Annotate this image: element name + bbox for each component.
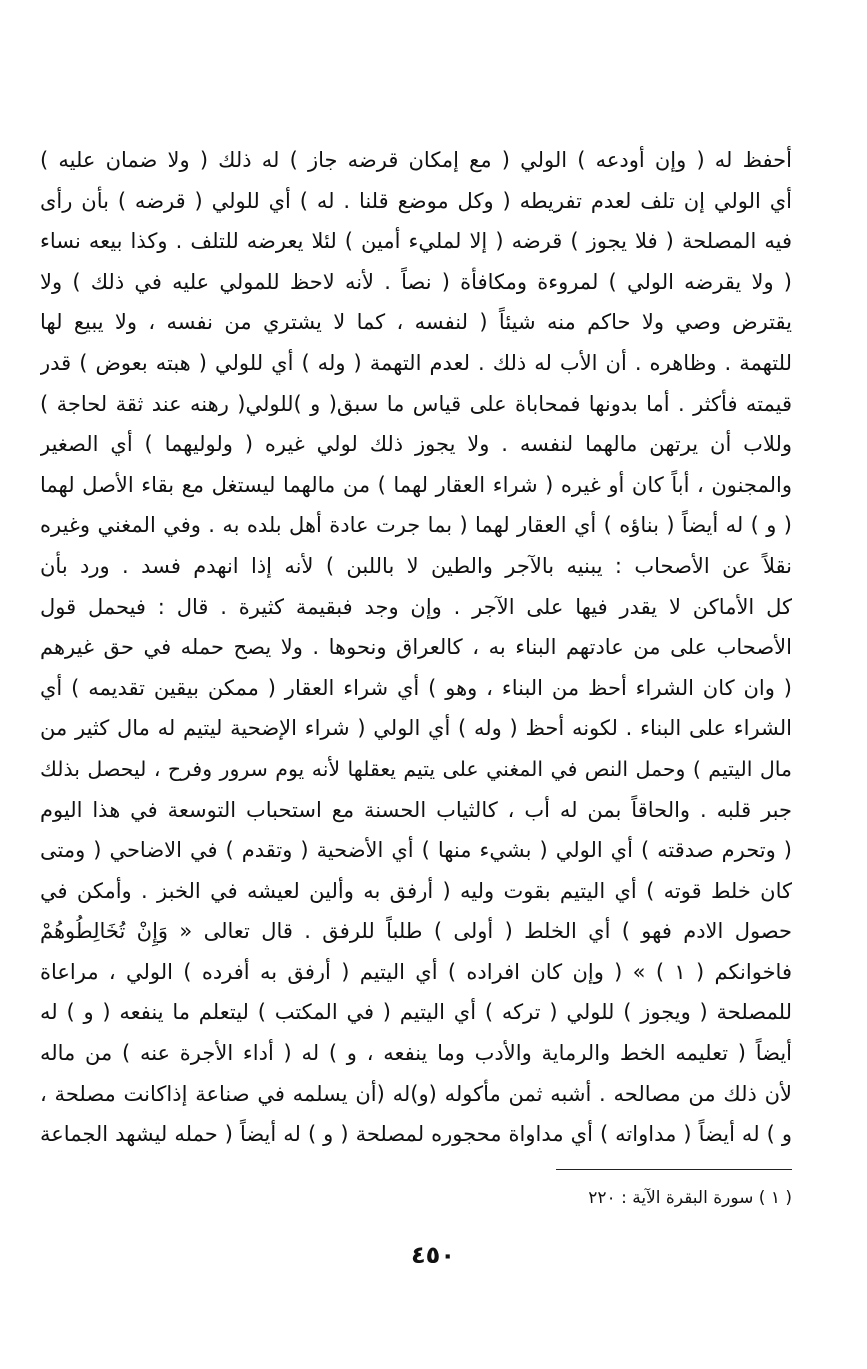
text-line: للتهمة . وظاهره . أن الأب له ذلك . لعدم التهمة ( وله ) أي للولي ( هبته بعوض ) قدر [40, 350, 792, 375]
text-line: كان خلط قوته ) أي اليتيم بقوت وليه ( أرفق به وألين لعيشه في الخبز . وأمكن في [40, 878, 792, 903]
text-line: أيضاً ( تعليمه الخط والرماية والأدب وما ينفعه ، و ) له ( أداء الأجرة عنه ) من ماله [40, 1041, 792, 1066]
page-number: ٤٥٠ [411, 1241, 455, 1269]
footnote-separator [556, 1169, 792, 1170]
text-line: الأصحاب على من عادتهم البناء به ، كالعراق ونحوها . ولا يصح حمله في حق غيرهم [40, 635, 792, 660]
text-line: أي الولي إن تلف لعدم تفريطه ( وكل موضع قلنا . له ) أي للولي ( قرضه ) بأن رأى [40, 188, 792, 213]
text-line: مال اليتيم ) وحمل النص في المغني على يتيم يعقلها لأنه يوم سرور وفرح ، ليحصل بذلك [40, 756, 792, 781]
text-line: وللاب أن يرتهن مالهما لنفسه . ولا يجوز ذلك لولي غيره ( ولوليهما ) أي الصغير [40, 432, 792, 457]
text-line: يقترض وصي ولا حاكم منه شيئاً ( لنفسه ، كما لا يشتري من نفسه ، ولا يبيع لها [40, 310, 792, 335]
text-line: قيمته فأكثر . أما بدونها فمحاباة على قياس ما سبق( و )للولي( رهنه عند ثقة لحاجة ) [40, 391, 792, 416]
text-line: نقلاً عن الأصحاب : يبنيه بالآجر والطين لا باللبن ) لأنه إذا انهدم فسد . ورد بأن [40, 553, 792, 578]
text-line: أحفظ له ( وإن أودعه ) الولي ( مع إمكان قرضه جاز ) له ذلك ( ولا ضمان عليه ) [40, 148, 792, 172]
text-line: فاخوانكم ( ١ ) » ( وإن كان افراده ) أي اليتيم ( أرفق به أفرده ) الولي ، مراعاة [40, 959, 792, 984]
text-line: جبر قلبه . والحاقاً بمن له أب ، كالثياب الحسنة مع استحباب التوسعة في هذا اليوم [40, 797, 792, 822]
text-line: للمصلحة ( ويجوز ) للولي ( تركه ) أي اليتيم ( في المكتب ) ليتعلم ما ينفعه ( و ) له [40, 1000, 792, 1025]
text-line: والمجنون ، أباً كان أو غيره ( شراء العقار لهما ) من مالهما ليستغل مع بقاء الأصل لهما [40, 472, 792, 497]
text-line: ( وان كان الشراء أحظ من البناء ، وهو ) أي شراء العقار ( ممكن بيقين تقديمه ) أي [40, 675, 792, 700]
footnote: ( ١ ) سورة البقرة الآية : ٢٢٠ [588, 1188, 792, 1208]
text-line: كل الأماكن لا يقدر فيها على الآجر . وإن وجد فبقيمة كثيرة . قال : فيحمل قول [40, 594, 792, 619]
text-line: الشراء على البناء . لكونه أحظ ( وله ) أي الولي ( شراء الإضحية ليتيم له مال كثير من [40, 716, 792, 741]
text-line: حصول الادم فهو ) أي الخلط ( أولى ) طلباً للرفق . قال تعالى « وَإِنْ تُخَالِطُوهُمْ [40, 919, 792, 944]
text-line: ( و ) له أيضاً ( بناؤه ) أي العقار لهما ( بما جرت عادة أهل بلده به . وفي المغني وغيره [40, 513, 792, 538]
body-text [40, 140, 792, 1155]
text-line: فيه المصلحة ( فلا يجوز ) قرضه ( إلا لمليء أمين ) لئلا يعرضه للتلف . وكذا بيعه نساء [40, 229, 792, 254]
text-line: لأن ذلك من مصالحه . أشبه ثمن مأكوله (و)له (أن يسلمه في صناعة إذاكانت مصلحة ، [40, 1081, 792, 1106]
text-line: و ) له أيضاً ( مداواته ) أي مداواة محجوره لمصلحة ( و ) له أيضاً ( حمله ليشهد الجماعة [40, 1122, 792, 1147]
text-line: ( وتحرم صدقته ) أي الولي ( بشيء منها ) أي الأضحية ( وتقدم ) في الاضاحي ( ومتى [40, 838, 792, 863]
text-line: ( ولا يقرضه الولي ) لمروءة ومكافأة ( نصاً . لأنه لاحظ للمولي عليه في ذلك ) ولا [40, 269, 792, 294]
